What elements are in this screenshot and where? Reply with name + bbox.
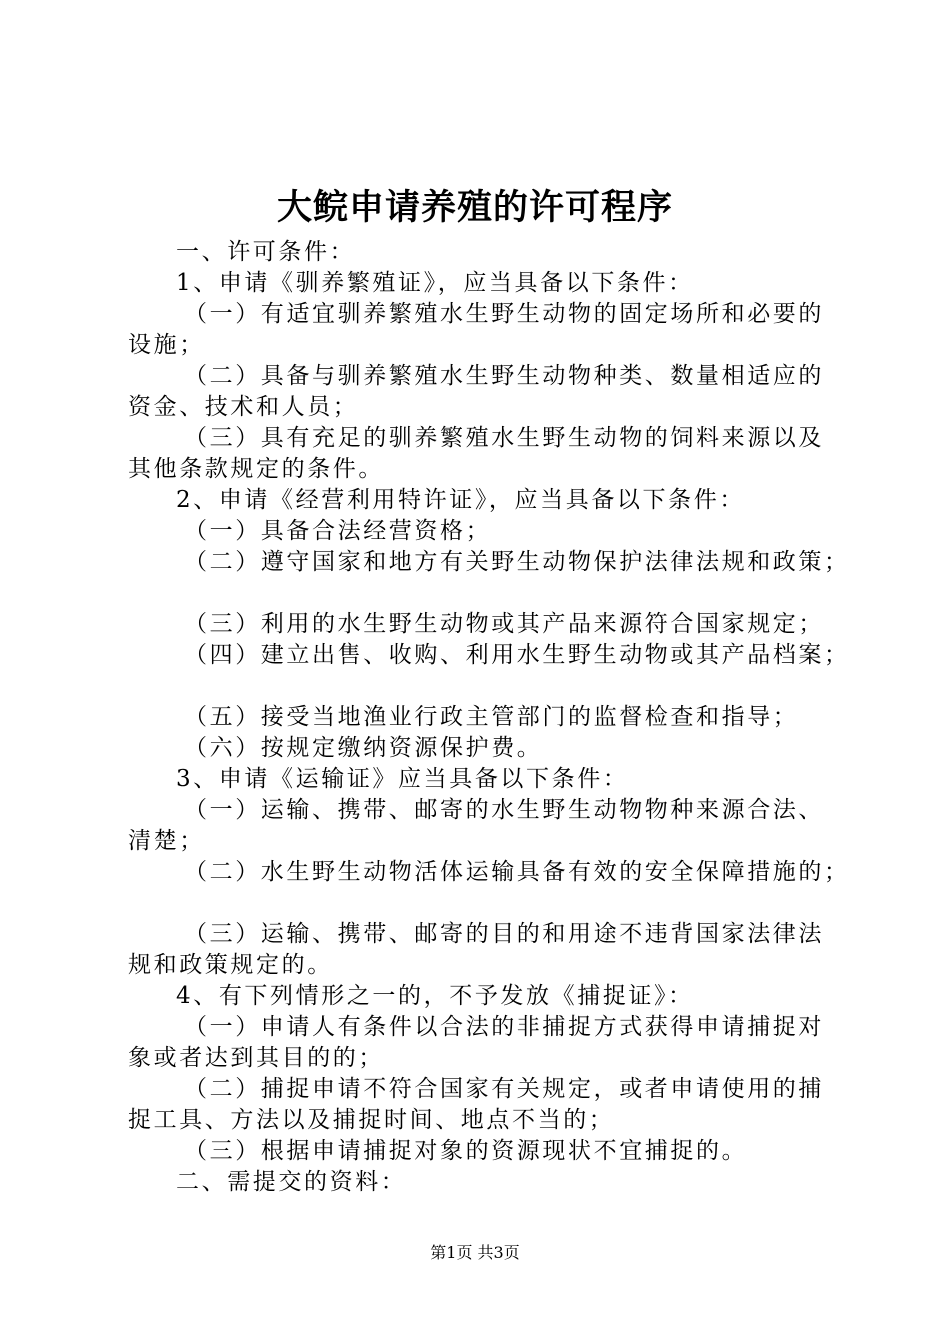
paragraph-line: 设施； [128,332,205,358]
paragraph-line: 捉工具、方法以及捕捉时间、地点不当的； [128,1107,615,1133]
paragraph-line: （六）按规定缴纳资源保护费。 [184,735,543,761]
blank-line [128,578,850,609]
paragraph-line: （一）具备合法经营资格； [184,518,492,544]
paragraph-line: （二）捕捉申请不符合国家有关规定，或者申请使用的捕 [184,1076,824,1102]
blank-line [128,671,850,702]
paragraph-line: （二）水生野生动物活体运输具备有效的安全保障措施的； [184,859,850,885]
paragraph-line: （三）利用的水生野生动物或其产品来源符合国家规定； [184,611,824,637]
paragraph-line: 规和政策规定的。 [128,952,333,978]
paragraph-line: （四）建立出售、收购、利用水生野生动物或其产品档案； [184,642,850,668]
paragraph-line: （二）遵守国家和地方有关野生动物保护法律法规和政策； [184,549,850,575]
paragraph-line: （一）运输、携带、邮寄的水生野生动物物种来源合法、 [184,797,824,823]
paragraph-line: 清楚； [128,828,205,854]
item-heading-4: 4、有下列情形之一的，不予发放《捕捉证》： [176,983,694,1009]
item-heading-1: 1、申请《驯养繁殖证》，应当具备以下条件： [176,270,694,296]
document-title: 大鲩申请养殖的许可程序 [276,187,673,228]
paragraph-line: （三）运输、携带、邮寄的目的和用途不违背国家法律法 [184,921,824,947]
page-number-footer: 第1页 共3页 [430,1243,520,1262]
blank-line [128,888,850,919]
section-heading-conditions: 一、许可条件： [176,239,356,265]
document-body [128,237,850,1198]
paragraph-line: 资金、技术和人员； [128,394,359,420]
item-heading-2: 2、申请《经营利用特许证》，应当具备以下条件： [176,487,745,513]
paragraph-line: （五）接受当地渔业行政主管部门的监督检查和指导； [184,704,799,730]
paragraph-line: （三）根据申请捕捉对象的资源现状不宜捕捉的。 [184,1138,748,1164]
section-heading-materials: 二、需提交的资料： [176,1169,407,1195]
paragraph-line: （二）具备与驯养繁殖水生野生动物种类、数量相适应的 [184,363,824,389]
paragraph-line: 象或者达到其目的的； [128,1045,384,1071]
paragraph-line: 其他条款规定的条件。 [128,456,384,482]
paragraph-line: （三）具有充足的驯养繁殖水生野生动物的饲料来源以及 [184,425,824,451]
paragraph-line: （一）申请人有条件以合法的非捕捉方式获得申请捕捉对 [184,1014,824,1040]
item-heading-3: 3、申请《运输证》应当具备以下条件： [176,766,629,792]
paragraph-line: （一）有适宜驯养繁殖水生野生动物的固定场所和必要的 [184,301,824,327]
